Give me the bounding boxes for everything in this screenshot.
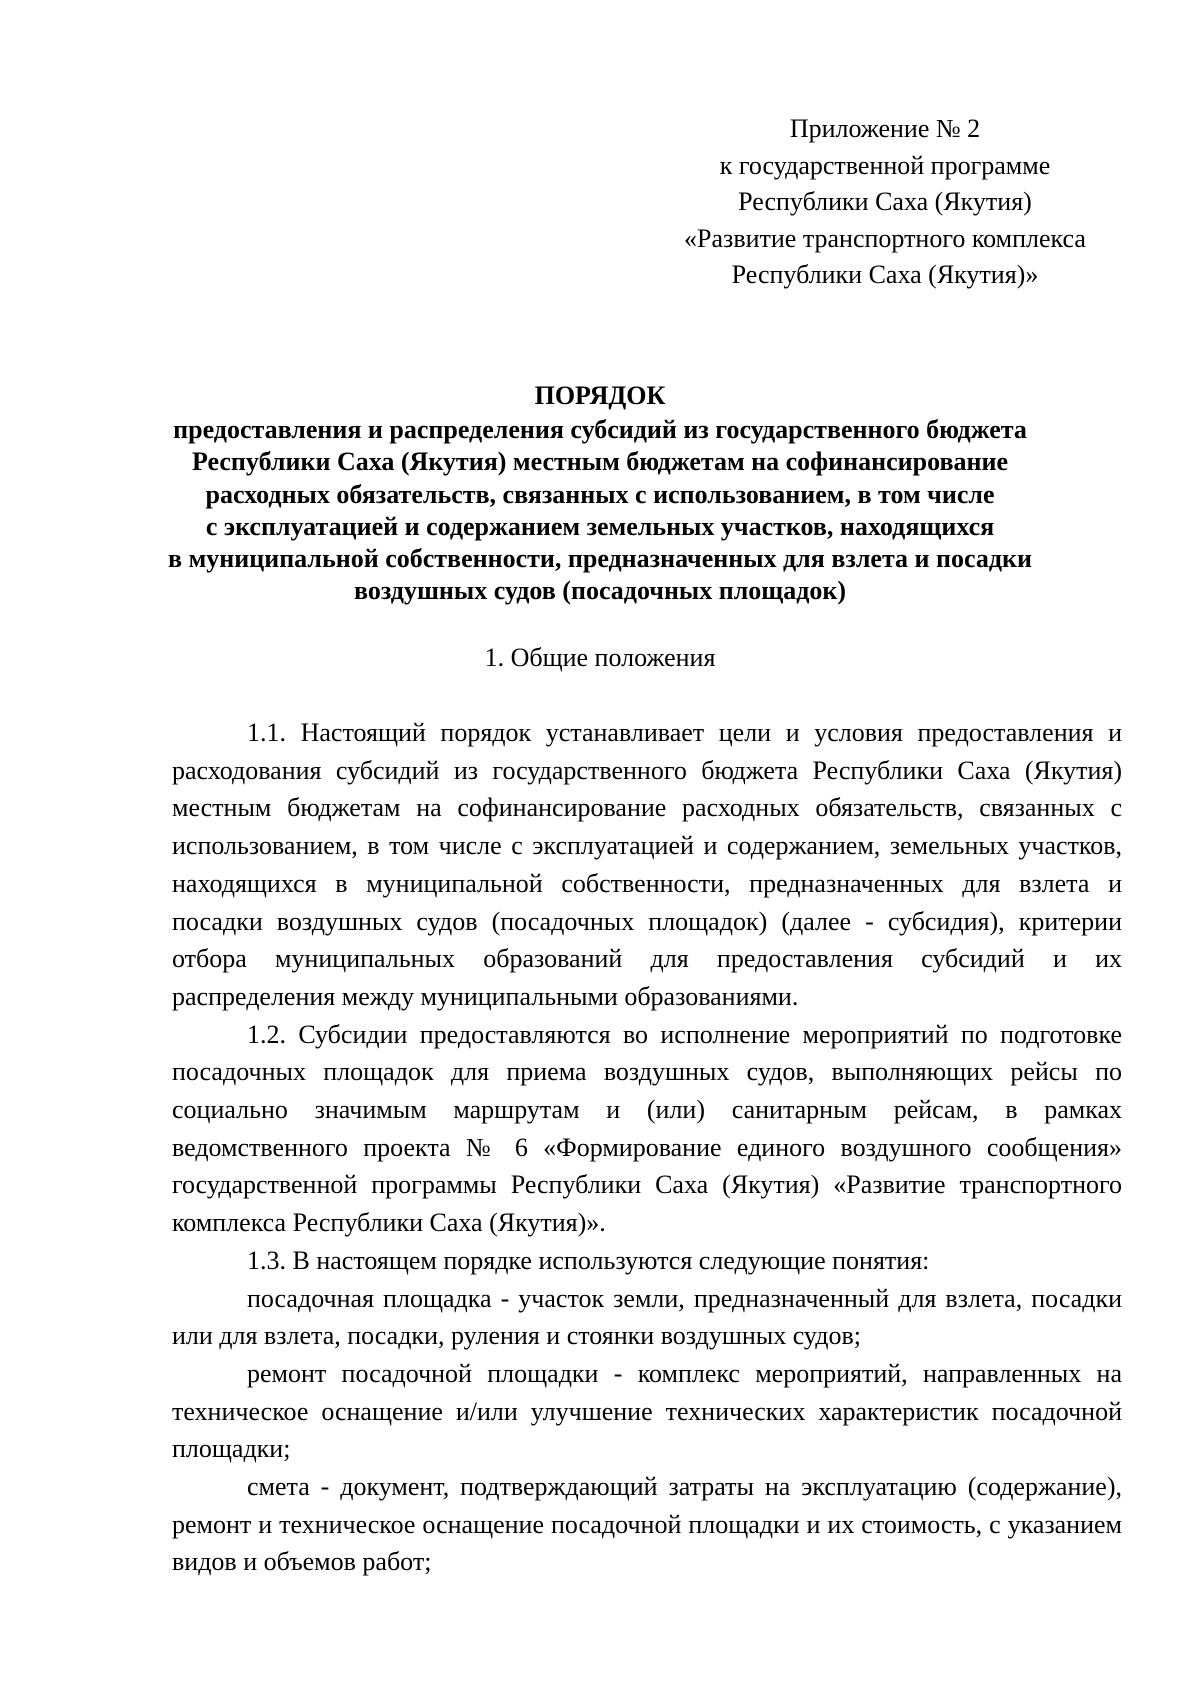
- appendix-line: к государственной программе: [719, 150, 1051, 180]
- title-main: ПОРЯДОК: [534, 381, 666, 410]
- title-subtitle-line: воздушных судов (посадочных площадок): [353, 576, 847, 606]
- appendix-line: «Развитие транспортного комплекса: [684, 223, 1086, 253]
- paragraph-1-1: 1.1. Настоящий порядок устанавливает цели и условия предоставления и расходования субсидий из государственного бюджета Республики Саха (Якутия) местным бюджетам на софинансирование расходных обязательств, связанных с использованием, в том числе с эксплуатацией и содержанием, земельных участков, находящихся в муниципальной собственности, предназначенных для взлета и посадки воздушных судов (посадочных площадок) (далее - субсидия), критерии отбора муниципальных образований для предоставления субсидий и их распределения между муниципальными образованиями.: [172, 718, 1122, 1011]
- appendix-line: Республики Саха (Якутия): [738, 187, 1032, 216]
- definition-repair: ремонт посадочной площадки - комплекс мероприятий, направленных на техническое оснащение и/или улучшение технических характеристик посадочной площадки;: [172, 1358, 1122, 1464]
- paragraph-1-2: 1.2. Субсидии предоставляются во исполнение мероприятий по подготовке посадочных площадок для приема воздушных судов, выполняющих рейсы по социально значимым маршрутам и (или) санитарным рейсам, в рамках ведомственного проекта № 6 «Формирование единого воздушного сообщения» государственной программы Республики Саха (Якутия) «Развитие транспортного комплекса Республики Саха (Якутия)».: [172, 1019, 1122, 1238]
- document-body: [172, 714, 1122, 1581]
- title-subtitle: [150, 414, 1050, 608]
- appendix-line: Республики Саха (Якутия)»: [731, 260, 1039, 289]
- document-title: [150, 378, 1050, 608]
- title-subtitle-line: расходных обязательств, связанных с использованием, в том числе: [205, 479, 995, 509]
- definition-estimate: смета - документ, подтверждающий затраты на эксплуатацию (содержание), ремонт и техническое оснащение посадочной площадки и их стоимость, с указанием видов и объемов работ;: [172, 1472, 1122, 1577]
- title-subtitle-line: в муниципальной собственности, предназначенных для взлета и посадки: [168, 544, 1032, 574]
- section-heading: 1. Общие положения: [484, 643, 716, 672]
- appendix-header: [650, 111, 1120, 294]
- appendix-line: Приложение № 2: [789, 114, 981, 143]
- paragraph-1-3: 1.3. В настоящем порядке используются следующие понятия:: [247, 1245, 930, 1275]
- definition-landing-site: посадочная площадка - участок земли, предназначенный для взлета, посадки или для взлета, посадки, руления и стоянки воздушных судов;: [172, 1283, 1122, 1351]
- title-subtitle-line: предоставления и распределения субсидий из государственного бюджета: [173, 415, 1027, 444]
- title-subtitle-line: с эксплуатацией и содержанием земельных участков, находящихся: [205, 511, 995, 541]
- title-subtitle-line: Республики Саха (Якутия) местным бюджетам на софинансирование: [192, 447, 1008, 477]
